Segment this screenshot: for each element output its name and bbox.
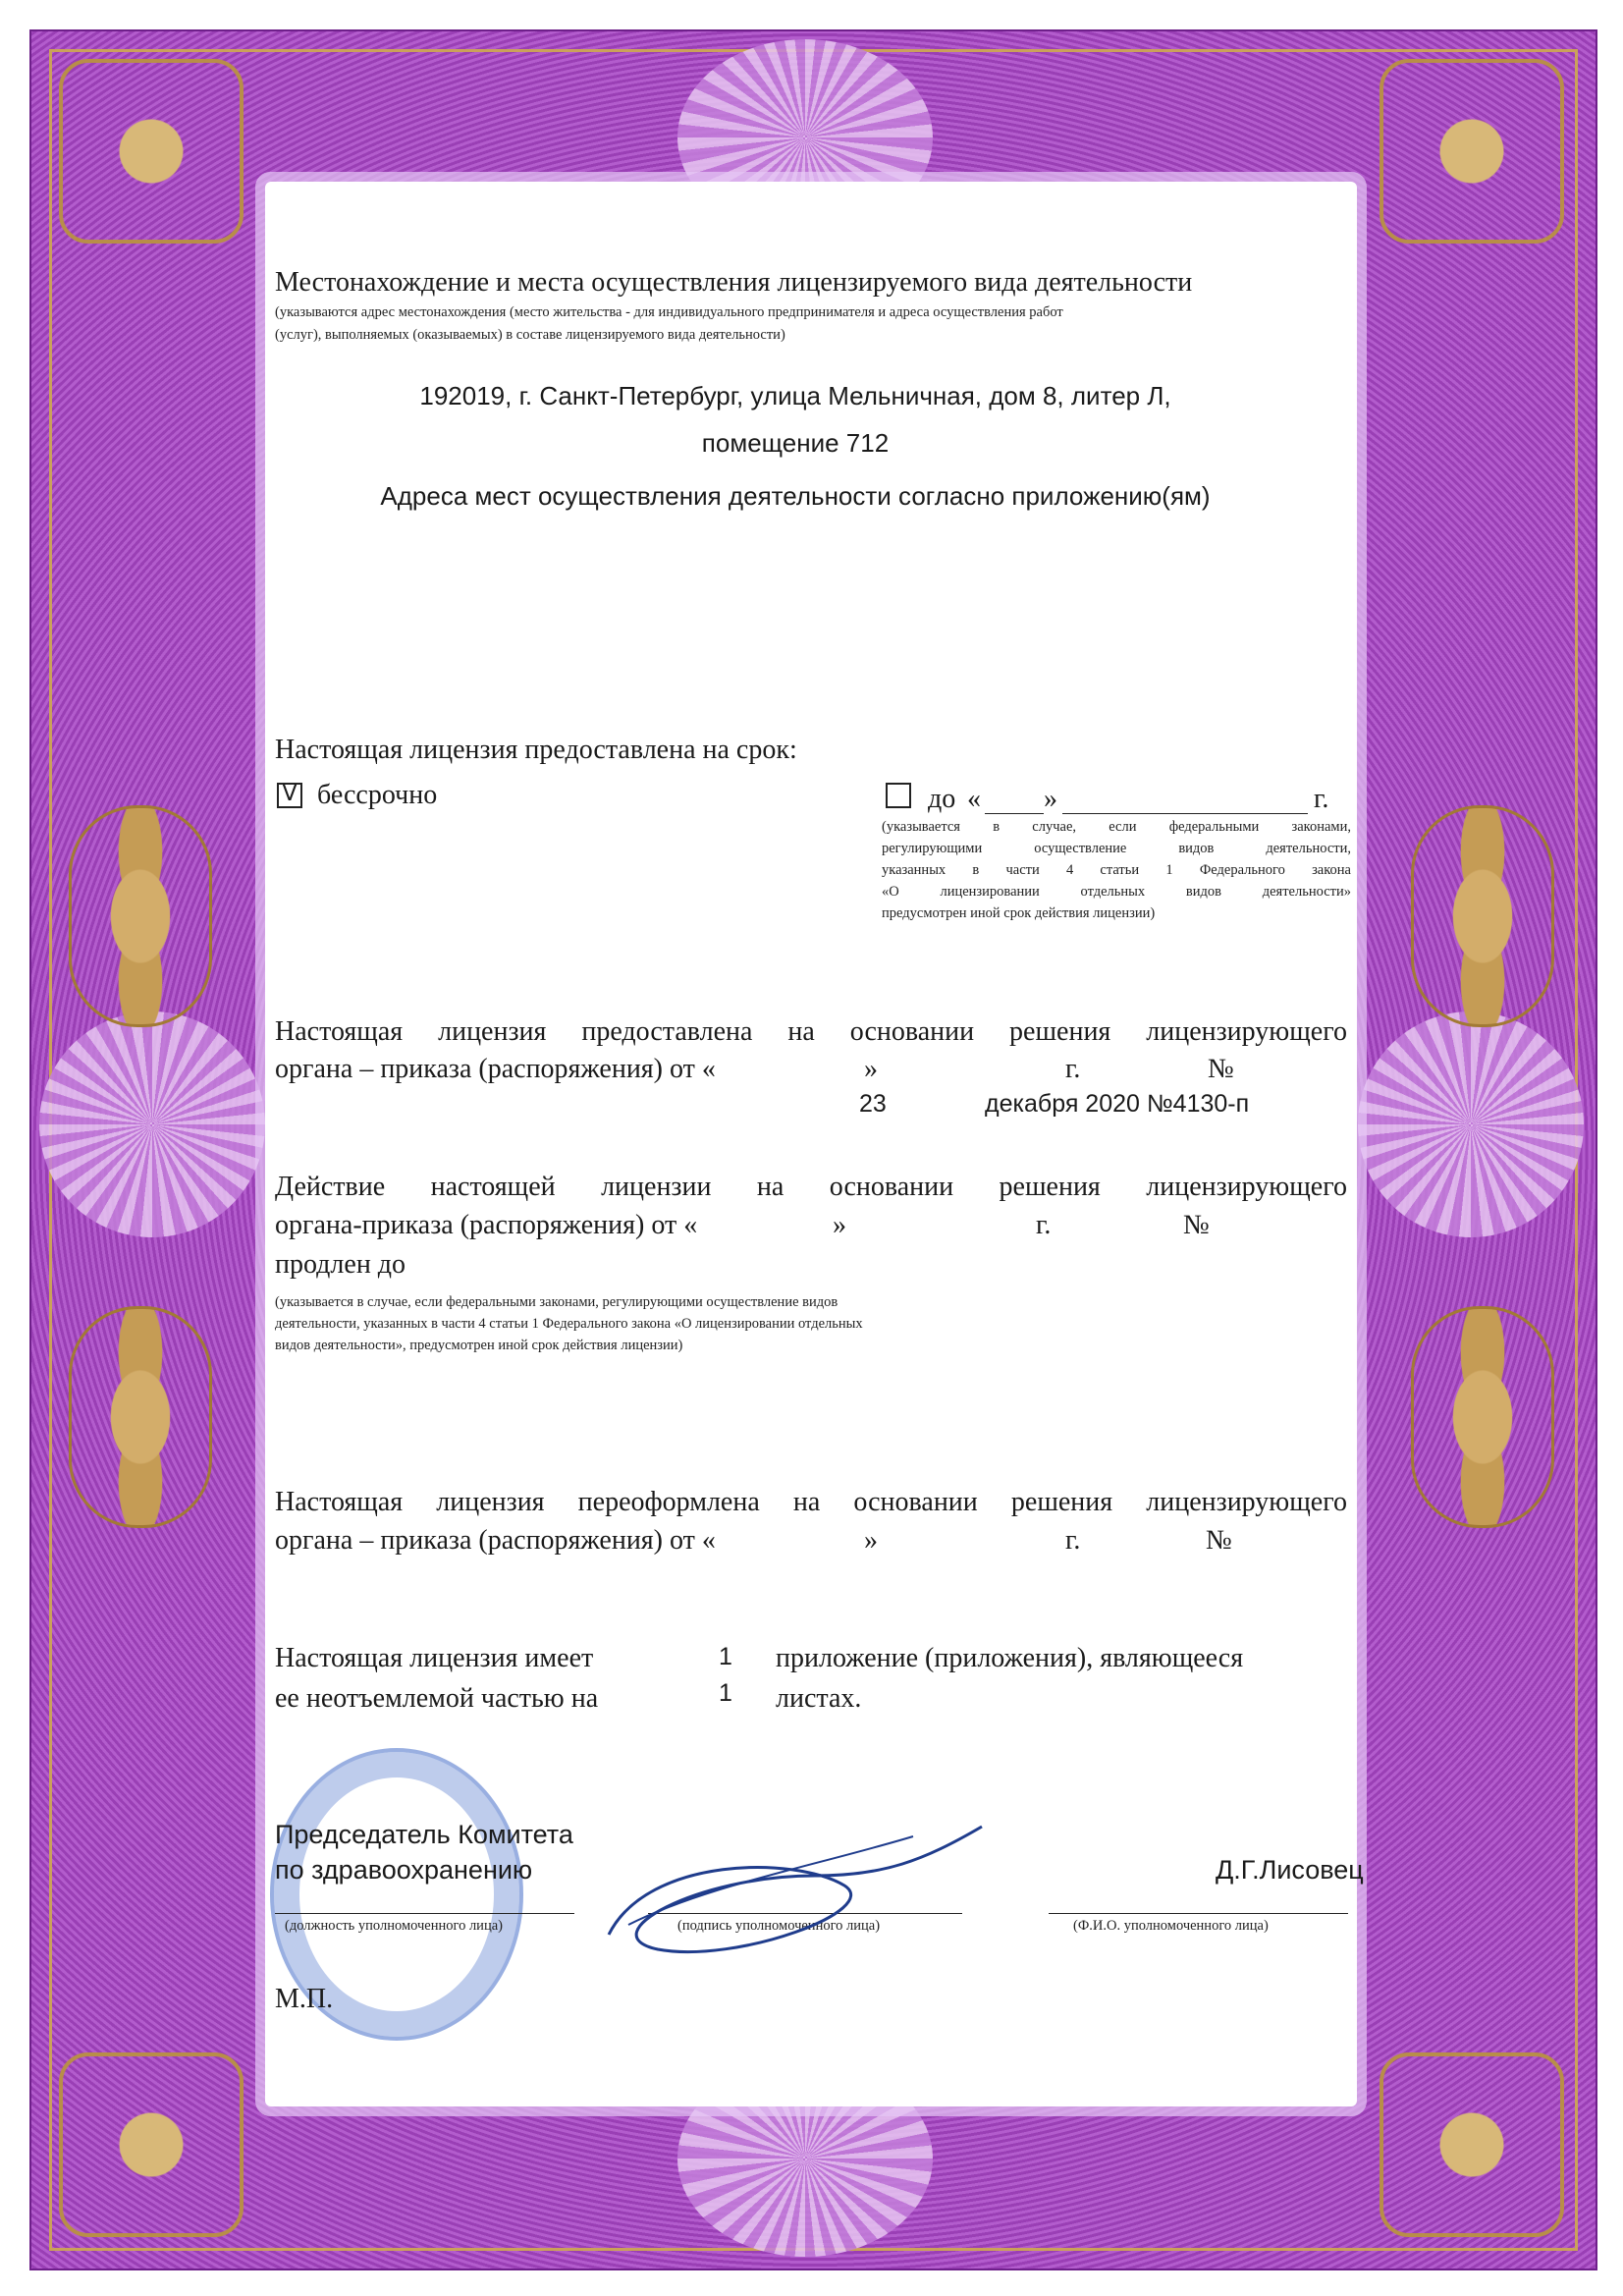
term-until-quote-open: « [967,784,981,814]
term-until-year: г. [1314,784,1329,814]
term-note-3: указанных в части 4 статьи 1 Федерального закона [882,862,1351,878]
extension-number-sign: № [1183,1210,1210,1240]
extension-note-1: (указывается в случае, если федеральными законами, регулирующими осуществление видов [275,1294,839,1310]
extension-quote-close: » [833,1210,846,1240]
address-line-3: Адреса мест осуществления деятельности согласно приложению(ям) [380,481,1211,511]
name-line [1049,1913,1348,1914]
appendix-sheets: 1 [719,1679,732,1707]
basis-number-sign: № [1208,1054,1234,1084]
location-note-1: (указываются адрес местонахождения (место жительства - для индивидуального предпринимателя и адреса осуществления работ [275,304,1063,320]
term-until-checkbox [886,783,911,808]
caption-position: (должность уполномоченного лица) [285,1918,503,1934]
caption-name: (Ф.И.О. уполномоченного лица) [1073,1918,1269,1934]
location-heading: Местонахождение и места осуществления лицензируемого вида деятельности [275,267,1193,298]
basis-line-2: органа – приказа (распоряжения) от « [275,1054,716,1084]
reissue-line-1: Настоящая лицензия переоформлена на основании решения лицензирующего [275,1487,1347,1517]
reissue-line-2: органа – приказа (распоряжения) от « [275,1525,716,1556]
reissue-quote-close: » [864,1525,878,1556]
term-note-2: регулирующими осуществление видов деятельности, [882,841,1351,856]
basis-line-1: Настоящая лицензия предоставлена на основании решения лицензирующего [275,1016,1347,1047]
term-until-month-line [1062,813,1308,814]
extension-year: г. [1036,1210,1052,1240]
seal-place-label: М.П. [275,1984,334,2014]
extension-line-2: органа-приказа (распоряжения) от « [275,1210,698,1240]
basis-quote-close: » [864,1054,878,1084]
term-note-1: (указывается в случае, если федеральными законами, [882,819,1351,835]
term-note-4: «О лицензировании отдельных видов деятельности» [882,884,1351,900]
extension-note-2: деятельности, указанных в части 4 статьи 1 Федерального закона «О лицензировании отдельных [275,1316,863,1332]
term-heading: Настоящая лицензия предоставлена на срок: [275,735,797,765]
reissue-number-sign: № [1206,1525,1232,1556]
signer-position-2: по здравоохранению [275,1855,533,1885]
extension-line-3: продлен до [275,1249,406,1280]
appendix-line-1b: приложение (приложения), являющееся [776,1643,1244,1673]
appendix-line-1a: Настоящая лицензия имеет [275,1643,594,1673]
term-until-label: до [928,784,956,814]
term-note-5: предусмотрен иной срок действия лицензии) [882,905,1156,921]
basis-year: г. [1065,1054,1081,1084]
basis-date-rest: декабря 2020 №4130-п [985,1090,1250,1118]
caption-signature: (подпись уполномоченного лица) [677,1918,881,1934]
checkmark-icon: V [282,782,298,806]
extension-note-3: видов деятельности», предусмотрен иной срок действия лицензии) [275,1338,683,1353]
signer-position-1: Председатель Комитета [275,1820,573,1849]
address-line-2: помещение 712 [701,428,890,458]
term-unlimited-label: бессрочно [317,780,438,810]
position-line [275,1913,574,1914]
extension-line-1: Действие настоящей лицензии на основании решения лицензирующего [275,1172,1347,1202]
appendix-line-2a: ее неотъемлемой частью на [275,1683,599,1714]
handwritten-signature [589,1817,1001,1984]
reissue-year: г. [1065,1525,1081,1556]
address-line-1: 192019, г. Санкт-Петербург, улица Мельничная, дом 8, литер Л, [419,381,1171,410]
appendix-line-2b: листах. [776,1683,862,1714]
term-until-quote-close: » [1044,784,1057,814]
location-note-2: (услуг), выполняемых (оказываемых) в составе лицензируемого вида деятельности) [275,327,785,343]
basis-day: 23 [859,1090,887,1118]
signer-name: Д.Г.Лисовец [1216,1855,1364,1885]
appendix-count: 1 [719,1643,732,1670]
term-unlimited-checkbox [277,783,302,808]
term-until-day-line [985,813,1044,814]
